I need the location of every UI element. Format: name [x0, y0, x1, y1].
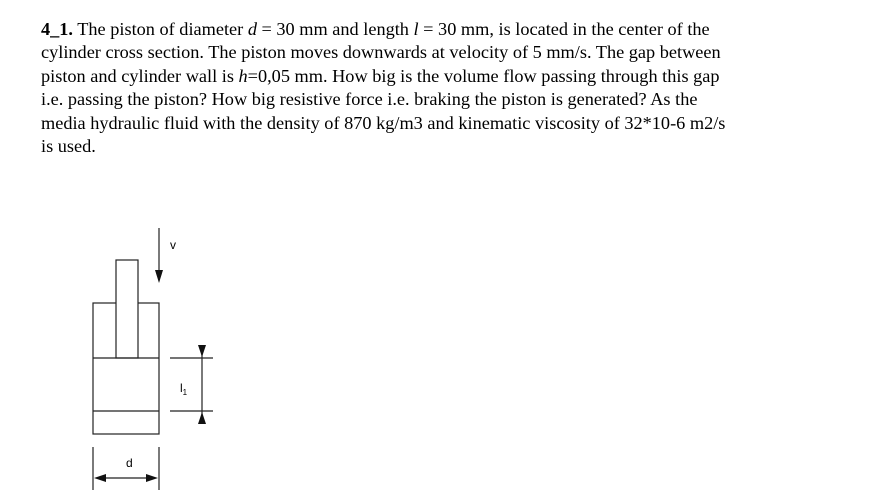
problem-line-6: is used.: [41, 136, 96, 157]
piston-rod: [116, 260, 138, 358]
problem-line-3: piston and cylinder wall is h=0,05 mm. How big is the volume flow passing through this gap: [41, 65, 720, 86]
problem-number: 4_1.: [41, 19, 73, 39]
diameter-label: d: [126, 456, 133, 470]
problem-line-2: cylinder cross section. The piston moves downwards at velocity of 5 mm/s. The gap between: [41, 42, 721, 63]
problem-line-1: 4_1. The piston of diameter d = 30 mm and length l = 30 mm, is located in the center of the: [41, 19, 710, 39]
diameter-arrowhead-left: [94, 474, 106, 482]
length-arrowhead-top: [198, 345, 206, 357]
velocity-label: v: [170, 238, 176, 252]
length-arrowhead-bottom: [198, 412, 206, 424]
problem-line-5: media hydraulic fluid with the density of 870 kg/m3 and kinematic viscosity of 32*10-6 m2/s: [41, 112, 726, 133]
length-label: $l_1$: [180, 381, 188, 397]
diameter-arrowhead-right: [146, 474, 158, 482]
problem-line-4: i.e. passing the piston? How big resistive force i.e. braking the piston is generated? As the: [41, 89, 698, 110]
velocity-arrowhead: [155, 270, 163, 283]
